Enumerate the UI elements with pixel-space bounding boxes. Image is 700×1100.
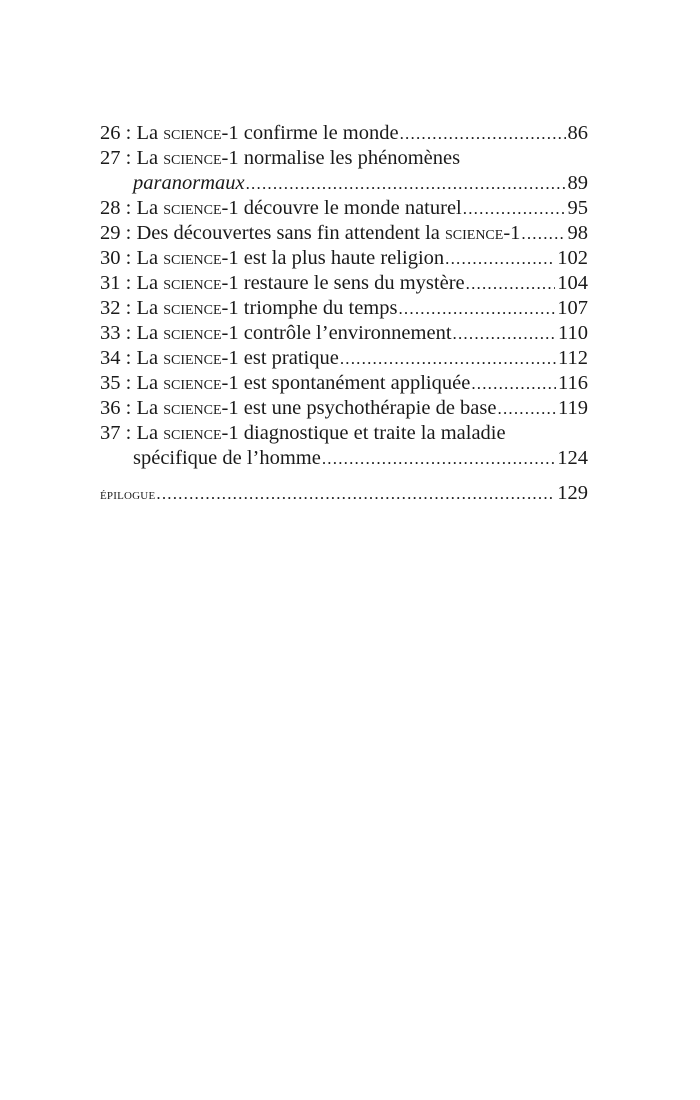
toc-page-number: 89: [567, 172, 588, 194]
dot-leader: [498, 396, 557, 421]
toc-entry-37[interactable]: [100, 421, 588, 471]
toc-page-number: 95: [567, 197, 588, 219]
toc-entry-title: 26 : La science-1 confirme le monde: [100, 122, 399, 144]
dot-leader: [322, 446, 555, 471]
toc-page-number: 116: [558, 372, 588, 394]
toc-entry-title: 36 : La science-1 est une psychothérapie de base: [100, 397, 497, 419]
toc-entry-35[interactable]: [100, 371, 588, 396]
toc-entry-33[interactable]: [100, 321, 588, 346]
toc-page-number: 98: [567, 222, 588, 244]
toc-page-number: 110: [558, 322, 588, 344]
table-of-contents: [100, 121, 588, 508]
toc-page-number: 86: [567, 122, 588, 144]
toc-entry-title-continued: spécifique de l’homme: [133, 447, 321, 469]
toc-entry-27[interactable]: [100, 146, 588, 196]
toc-entry-title: 31 : La science-1 restaure le sens du mystère: [100, 272, 465, 294]
dot-leader: [400, 121, 566, 146]
dot-leader: [246, 171, 566, 196]
toc-page-number: 124: [557, 447, 588, 469]
toc-entry-title: 30 : La science-1 est la plus haute religion: [100, 247, 445, 269]
toc-entry-title: 33 : La science-1 contrôle l’environnement: [100, 322, 452, 344]
toc-entry-title: 32 : La science-1 triomphe du temps: [100, 297, 398, 319]
dot-leader: [398, 296, 555, 321]
toc-entry-title: 37 : La science-1 diagnostique et traite la maladie: [100, 422, 506, 444]
toc-entry-31[interactable]: [100, 271, 588, 296]
dot-leader: [466, 271, 556, 296]
toc-entry-36[interactable]: [100, 396, 588, 421]
dot-leader: [471, 371, 556, 396]
dot-leader: [445, 246, 555, 271]
toc-page-number: 119: [558, 397, 588, 419]
dot-leader: [521, 221, 565, 246]
dot-leader: [453, 321, 556, 346]
toc-entry-26[interactable]: [100, 121, 588, 146]
toc-entry-32[interactable]: [100, 296, 588, 321]
toc-entry-epilogue[interactable]: [100, 481, 588, 508]
toc-entry-title: 29 : Des découvertes sans fin attendent la science-1: [100, 222, 521, 244]
toc-entry-30[interactable]: [100, 246, 588, 271]
toc-entry-28[interactable]: [100, 196, 588, 221]
toc-page-number: 102: [557, 247, 588, 269]
toc-page-number: 129: [557, 482, 588, 504]
dot-leader: [340, 346, 556, 371]
toc-entry-title: 34 : La science-1 est pratique: [100, 347, 339, 369]
toc-entry-29[interactable]: [100, 221, 588, 246]
dot-leader: [156, 481, 555, 506]
toc-page-number: 112: [558, 347, 588, 369]
dot-leader: [463, 196, 566, 221]
toc-entry-title-continued: paranormaux: [133, 172, 245, 194]
toc-entry-title: 28 : La science-1 découvre le monde naturel: [100, 197, 462, 219]
toc-entry-title: 35 : La science-1 est spontanément appliquée: [100, 372, 471, 394]
toc-entry-34[interactable]: [100, 346, 588, 371]
toc-entry-title: épilogue: [100, 487, 156, 503]
toc-entry-title: 27 : La science-1 normalise les phénomènes: [100, 147, 461, 169]
toc-page-number: 104: [557, 272, 588, 294]
toc-page-number: 107: [557, 297, 588, 319]
